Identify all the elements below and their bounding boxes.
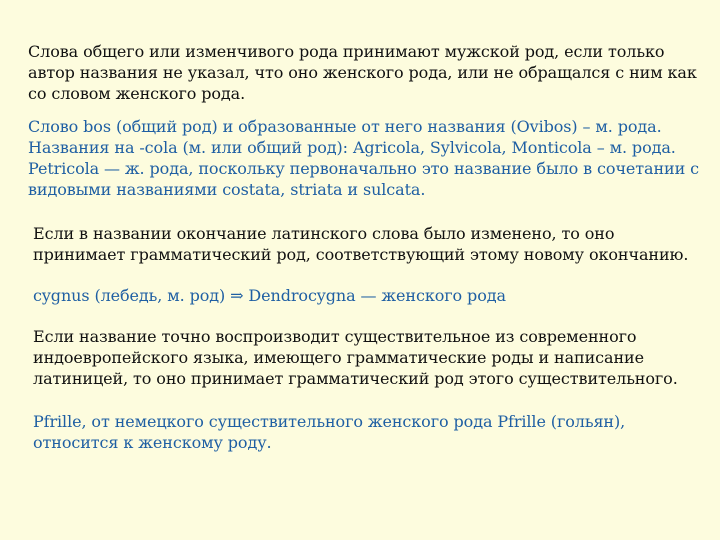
text-line: Слово bos (общий род) и образованные от него названия (Ovibos) – м. рода. bbox=[28, 117, 662, 136]
text-line: Если в названии окончание латинского слова было изменено, то оно bbox=[33, 224, 615, 243]
paragraph-gender-common-names bbox=[28, 41, 698, 104]
paragraph-example-cygnus bbox=[33, 285, 703, 306]
text-line: Названия на -cola (м. или общий род): Agricola, Sylvicola, Monticola – м. рода. bbox=[28, 138, 676, 157]
text-line: индоевропейского языка, имеющего грамматические роды и написание bbox=[33, 348, 644, 367]
paragraph-example-pfrille bbox=[33, 411, 703, 453]
text-line: принимает грамматический род, соответствующий этому новому окончанию. bbox=[33, 245, 689, 264]
paragraph-example-bos-cola bbox=[28, 116, 698, 200]
text-line: Если название точно воспроизводит существительное из современного bbox=[33, 327, 637, 346]
text-line: видовыми названиями costata, striata и sulcata. bbox=[28, 180, 426, 199]
text-line: Petricola — ж. рода, поскольку первоначально это название было в сочетании с bbox=[28, 159, 700, 178]
paragraph-changed-ending-rule bbox=[33, 223, 703, 265]
text-line: относится к женскому роду. bbox=[33, 433, 272, 452]
text-line: Слова общего или изменчивого рода принимают мужской род, если только bbox=[28, 42, 665, 61]
text-line: Pfrille, от немецкого существительного женского рода Pfrille (гольян), bbox=[33, 412, 626, 431]
text-line: cygnus (лебедь, м. род) ⇒ Dendrocygna — женского рода bbox=[33, 286, 506, 305]
text-line: латиницей, то оно принимает грамматический род этого существительного. bbox=[33, 369, 678, 388]
text-line: автор названия не указал, что оно женского рода, или не обращался с ним как bbox=[28, 63, 697, 82]
paragraph-modern-noun-rule bbox=[33, 326, 703, 389]
text-line: со словом женского рода. bbox=[28, 84, 246, 103]
